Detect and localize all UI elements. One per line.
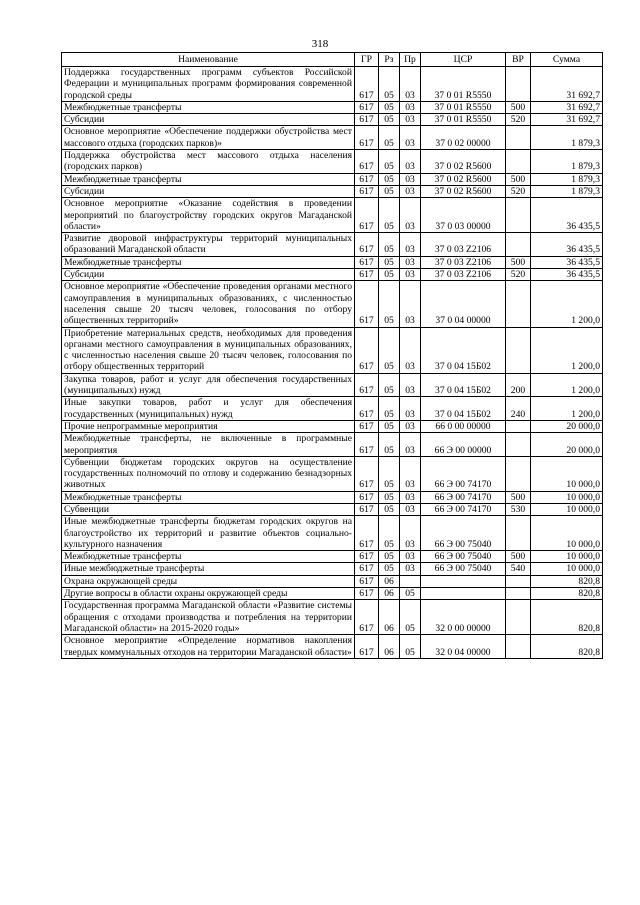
cell-csr: 66 0 00 00000: [421, 420, 506, 432]
cell-vr: [506, 600, 531, 635]
cell-gr: 617: [355, 456, 379, 491]
cell-vr: [506, 150, 531, 174]
cell-name: Развитие дворовой инфраструктуры территорий муниципальных образований Магаданской области: [62, 233, 355, 257]
table-row: [62, 491, 603, 503]
cell-csr: 37 0 02 00000: [421, 126, 506, 150]
cell-name: Иные межбюджетные трансферты: [62, 563, 355, 575]
cell-gr: 617: [355, 373, 379, 397]
cell-sum: 31 692,7: [531, 67, 603, 102]
cell-gr: 617: [355, 256, 379, 268]
cell-gr: 617: [355, 67, 379, 102]
table-row: [62, 397, 603, 421]
cell-name: Межбюджетные трансферты: [62, 551, 355, 563]
cell-vr: [506, 233, 531, 257]
cell-vr: [506, 420, 531, 432]
cell-gr: 617: [355, 173, 379, 185]
page-number: 318: [311, 38, 329, 50]
table-row: [62, 185, 603, 197]
cell-vr: 500: [506, 101, 531, 113]
table-body: [62, 67, 603, 659]
cell-pr: 03: [400, 101, 421, 113]
table-row: [62, 173, 603, 185]
cell-vr: [506, 456, 531, 491]
cell-sum: 20 000,0: [531, 433, 603, 457]
cell-gr: 617: [355, 101, 379, 113]
cell-gr: 617: [355, 397, 379, 421]
cell-sum: 1 200,0: [531, 397, 603, 421]
cell-name: Основное мероприятие «Обеспечение проведения органами местного самоуправления в муниципальных образованиях, с численностью населения свыше 20 тысяч человек, голосования по отбору общественных территорий»: [62, 281, 355, 327]
cell-pr: 03: [400, 433, 421, 457]
cell-vr: [506, 198, 531, 233]
cell-name: Субвенции бюджетам городских округов на осуществление государственных полномочий по отлову и содержанию безнадзорных животных: [62, 456, 355, 491]
cell-pr: 03: [400, 327, 421, 373]
cell-vr: [506, 516, 531, 551]
cell-gr: 617: [355, 635, 379, 659]
cell-vr: [506, 126, 531, 150]
cell-vr: 200: [506, 373, 531, 397]
cell-vr: 240: [506, 397, 531, 421]
cell-pr: 03: [400, 551, 421, 563]
cell-csr: 66 Э 00 00000: [421, 433, 506, 457]
cell-rz: 06: [379, 635, 400, 659]
cell-vr: [506, 588, 531, 600]
cell-csr: 37 0 03 00000: [421, 198, 506, 233]
cell-gr: 617: [355, 281, 379, 327]
table-row: [62, 256, 603, 268]
cell-gr: 617: [355, 503, 379, 515]
cell-name: Государственная программа Магаданской области «Развитие системы обращения с отходами производства и потребления на территории Магаданской области» на 2015-2020 годы»: [62, 600, 355, 635]
cell-name: Закупка товаров, работ и услуг для обеспечения государственных (муниципальных) нужд: [62, 373, 355, 397]
cell-rz: 05: [379, 420, 400, 432]
cell-pr: 03: [400, 373, 421, 397]
cell-csr: 66 Э 00 74170: [421, 503, 506, 515]
cell-csr: 37 0 04 00000: [421, 281, 506, 327]
header-row: [62, 53, 603, 67]
cell-csr: 37 0 04 15Б02: [421, 327, 506, 373]
cell-sum: 1 200,0: [531, 327, 603, 373]
cell-vr: [506, 327, 531, 373]
cell-csr: 37 0 04 15Б02: [421, 373, 506, 397]
cell-sum: 10 000,0: [531, 491, 603, 503]
cell-sum: 10 000,0: [531, 456, 603, 491]
cell-sum: 20 000,0: [531, 420, 603, 432]
cell-gr: 617: [355, 185, 379, 197]
cell-rz: 05: [379, 563, 400, 575]
cell-csr: 32 0 04 00000: [421, 635, 506, 659]
cell-sum: 31 692,7: [531, 101, 603, 113]
cell-sum: 36 435,5: [531, 269, 603, 281]
cell-sum: 31 692,7: [531, 114, 603, 126]
cell-pr: 03: [400, 503, 421, 515]
cell-pr: 03: [400, 114, 421, 126]
cell-name: Иные закупки товаров, работ и услуг для обеспечения государственных (муниципальных) нужд: [62, 397, 355, 421]
cell-rz: 05: [379, 67, 400, 102]
cell-pr: [400, 575, 421, 587]
cell-name: Субсидии: [62, 185, 355, 197]
cell-rz: 05: [379, 114, 400, 126]
cell-vr: [506, 67, 531, 102]
cell-csr: 66 Э 00 74170: [421, 456, 506, 491]
cell-pr: 05: [400, 635, 421, 659]
cell-csr: 66 Э 00 75040: [421, 563, 506, 575]
cell-csr: [421, 575, 506, 587]
cell-pr: 03: [400, 173, 421, 185]
cell-gr: 617: [355, 327, 379, 373]
cell-sum: 36 435,5: [531, 233, 603, 257]
cell-gr: 617: [355, 491, 379, 503]
cell-rz: 05: [379, 456, 400, 491]
cell-csr: 32 0 00 00000: [421, 600, 506, 635]
cell-gr: 617: [355, 150, 379, 174]
cell-name: Межбюджетные трансферты: [62, 491, 355, 503]
cell-sum: 820,8: [531, 600, 603, 635]
cell-pr: 03: [400, 233, 421, 257]
cell-name: Основное мероприятие «Определение нормативов накопления твердых коммунальных отходов на территории Магаданской области»: [62, 635, 355, 659]
cell-pr: 03: [400, 281, 421, 327]
table-row: [62, 269, 603, 281]
cell-vr: 540: [506, 563, 531, 575]
table-row: [62, 503, 603, 515]
table-row: [62, 588, 603, 600]
cell-name: Субсидии: [62, 269, 355, 281]
cell-sum: 820,8: [531, 635, 603, 659]
table-row: [62, 575, 603, 587]
cell-rz: 06: [379, 600, 400, 635]
cell-sum: 1 879,3: [531, 185, 603, 197]
cell-gr: 617: [355, 114, 379, 126]
table-row: [62, 433, 603, 457]
cell-name: Основное мероприятие «Обеспечение поддержки обустройства мест массового отдыха (городских парков)»: [62, 126, 355, 150]
table-row: [62, 563, 603, 575]
cell-vr: [506, 635, 531, 659]
cell-gr: 617: [355, 551, 379, 563]
header-sum: Сумма: [531, 53, 603, 67]
cell-csr: 66 Э 00 74170: [421, 491, 506, 503]
cell-pr: 05: [400, 600, 421, 635]
cell-csr: 37 0 02 R5600: [421, 150, 506, 174]
cell-pr: 03: [400, 126, 421, 150]
cell-name: Приобретение материальных средств, необходимых для проведения органами местного самоуправления в муниципальных образованиях, с численностью населения свыше 20 тысяч человек, голосования по отбору общественных территорий: [62, 327, 355, 373]
cell-vr: 500: [506, 491, 531, 503]
cell-gr: 617: [355, 600, 379, 635]
table-row: [62, 233, 603, 257]
cell-csr: 37 0 03 Z2106: [421, 233, 506, 257]
cell-pr: 03: [400, 456, 421, 491]
header-rz: Рз: [379, 53, 400, 67]
cell-pr: 03: [400, 256, 421, 268]
cell-sum: 1 200,0: [531, 281, 603, 327]
cell-sum: 1 879,3: [531, 173, 603, 185]
cell-sum: 1 200,0: [531, 373, 603, 397]
cell-pr: 03: [400, 563, 421, 575]
cell-csr: 66 Э 00 75040: [421, 516, 506, 551]
cell-rz: 05: [379, 433, 400, 457]
cell-vr: 500: [506, 256, 531, 268]
cell-sum: 820,8: [531, 588, 603, 600]
cell-pr: 03: [400, 491, 421, 503]
cell-rz: 05: [379, 256, 400, 268]
cell-name: Межбюджетные трансферты: [62, 256, 355, 268]
cell-gr: 617: [355, 420, 379, 432]
cell-gr: 617: [355, 575, 379, 587]
cell-gr: 617: [355, 563, 379, 575]
cell-csr: 37 0 01 R5550: [421, 114, 506, 126]
table-row: [62, 551, 603, 563]
cell-rz: 05: [379, 150, 400, 174]
cell-gr: 617: [355, 269, 379, 281]
cell-pr: 05: [400, 588, 421, 600]
cell-vr: [506, 575, 531, 587]
cell-sum: 10 000,0: [531, 563, 603, 575]
cell-gr: 617: [355, 198, 379, 233]
table-row: [62, 101, 603, 113]
table-row: [62, 327, 603, 373]
cell-sum: 1 879,3: [531, 150, 603, 174]
cell-name: Поддержка государственных программ субъектов Российской Федерации и муниципальных программ формирования современной городской среды: [62, 67, 355, 102]
cell-sum: 820,8: [531, 575, 603, 587]
cell-vr: [506, 433, 531, 457]
cell-vr: 530: [506, 503, 531, 515]
table-row: [62, 456, 603, 491]
cell-rz: 06: [379, 575, 400, 587]
header-vr: ВР: [506, 53, 531, 67]
cell-pr: 03: [400, 516, 421, 551]
cell-gr: 617: [355, 233, 379, 257]
cell-csr: 37 0 02 R5600: [421, 185, 506, 197]
cell-sum: 10 000,0: [531, 551, 603, 563]
cell-csr: 66 Э 00 75040: [421, 551, 506, 563]
header-csr: ЦСР: [421, 53, 506, 67]
cell-pr: 03: [400, 269, 421, 281]
table-row: [62, 600, 603, 635]
table-row: [62, 150, 603, 174]
table-row: [62, 635, 603, 659]
cell-name: Охрана окружающей среды: [62, 575, 355, 587]
cell-pr: 03: [400, 397, 421, 421]
cell-rz: 05: [379, 551, 400, 563]
cell-rz: 05: [379, 185, 400, 197]
cell-gr: 617: [355, 588, 379, 600]
cell-pr: 03: [400, 420, 421, 432]
header-name: Наименование: [62, 53, 355, 67]
cell-vr: 520: [506, 185, 531, 197]
table-row: [62, 281, 603, 327]
table-row: [62, 198, 603, 233]
cell-rz: 05: [379, 503, 400, 515]
budget-table: [61, 52, 603, 659]
cell-rz: 05: [379, 373, 400, 397]
cell-sum: 10 000,0: [531, 503, 603, 515]
cell-pr: 03: [400, 67, 421, 102]
cell-vr: 500: [506, 551, 531, 563]
table-row: [62, 420, 603, 432]
cell-vr: 500: [506, 173, 531, 185]
cell-rz: 05: [379, 516, 400, 551]
cell-vr: 520: [506, 269, 531, 281]
cell-sum: 36 435,5: [531, 256, 603, 268]
cell-name: Другие вопросы в области охраны окружающей среды: [62, 588, 355, 600]
cell-csr: 37 0 01 R5550: [421, 67, 506, 102]
cell-name: Поддержка обустройства мест массового отдыха населения (городских парков): [62, 150, 355, 174]
header-gr: ГР: [355, 53, 379, 67]
cell-sum: 1 879,3: [531, 126, 603, 150]
cell-name: Межбюджетные трансферты: [62, 101, 355, 113]
cell-pr: 03: [400, 198, 421, 233]
cell-csr: 37 0 02 R5600: [421, 173, 506, 185]
cell-name: Межбюджетные трансферты: [62, 173, 355, 185]
cell-rz: 05: [379, 126, 400, 150]
cell-rz: 05: [379, 233, 400, 257]
cell-pr: 03: [400, 150, 421, 174]
cell-vr: 520: [506, 114, 531, 126]
cell-sum: 36 435,5: [531, 198, 603, 233]
cell-pr: 03: [400, 185, 421, 197]
table-row: [62, 516, 603, 551]
cell-sum: 10 000,0: [531, 516, 603, 551]
cell-csr: [421, 588, 506, 600]
cell-name: Основное мероприятие «Оказание содействия в проведении мероприятий по благоустройству городских округов Магаданской области»: [62, 198, 355, 233]
cell-csr: 37 0 03 Z2106: [421, 269, 506, 281]
table-row: [62, 126, 603, 150]
table-row: [62, 67, 603, 102]
cell-name: Субсидии: [62, 114, 355, 126]
cell-gr: 617: [355, 126, 379, 150]
cell-rz: 06: [379, 588, 400, 600]
cell-gr: 617: [355, 516, 379, 551]
cell-rz: 05: [379, 397, 400, 421]
cell-csr: 37 0 01 R5550: [421, 101, 506, 113]
table-row: [62, 114, 603, 126]
cell-vr: [506, 281, 531, 327]
header-pr: Пр: [400, 53, 421, 67]
cell-name: Межбюджетные трансферты, не включенные в программные мероприятия: [62, 433, 355, 457]
cell-rz: 05: [379, 198, 400, 233]
cell-name: Субвенции: [62, 503, 355, 515]
cell-gr: 617: [355, 433, 379, 457]
cell-name: Иные межбюджетные трансферты бюджетам городских округов на благоустройство их территорий и развитие объектов социально-культурного назначения: [62, 516, 355, 551]
cell-csr: 37 0 04 15Б02: [421, 397, 506, 421]
cell-rz: 05: [379, 173, 400, 185]
cell-rz: 05: [379, 491, 400, 503]
table-row: [62, 373, 603, 397]
cell-csr: 37 0 03 Z2106: [421, 256, 506, 268]
cell-rz: 05: [379, 101, 400, 113]
cell-rz: 05: [379, 327, 400, 373]
cell-rz: 05: [379, 269, 400, 281]
cell-name: Прочие непрограммные мероприятия: [62, 420, 355, 432]
cell-rz: 05: [379, 281, 400, 327]
